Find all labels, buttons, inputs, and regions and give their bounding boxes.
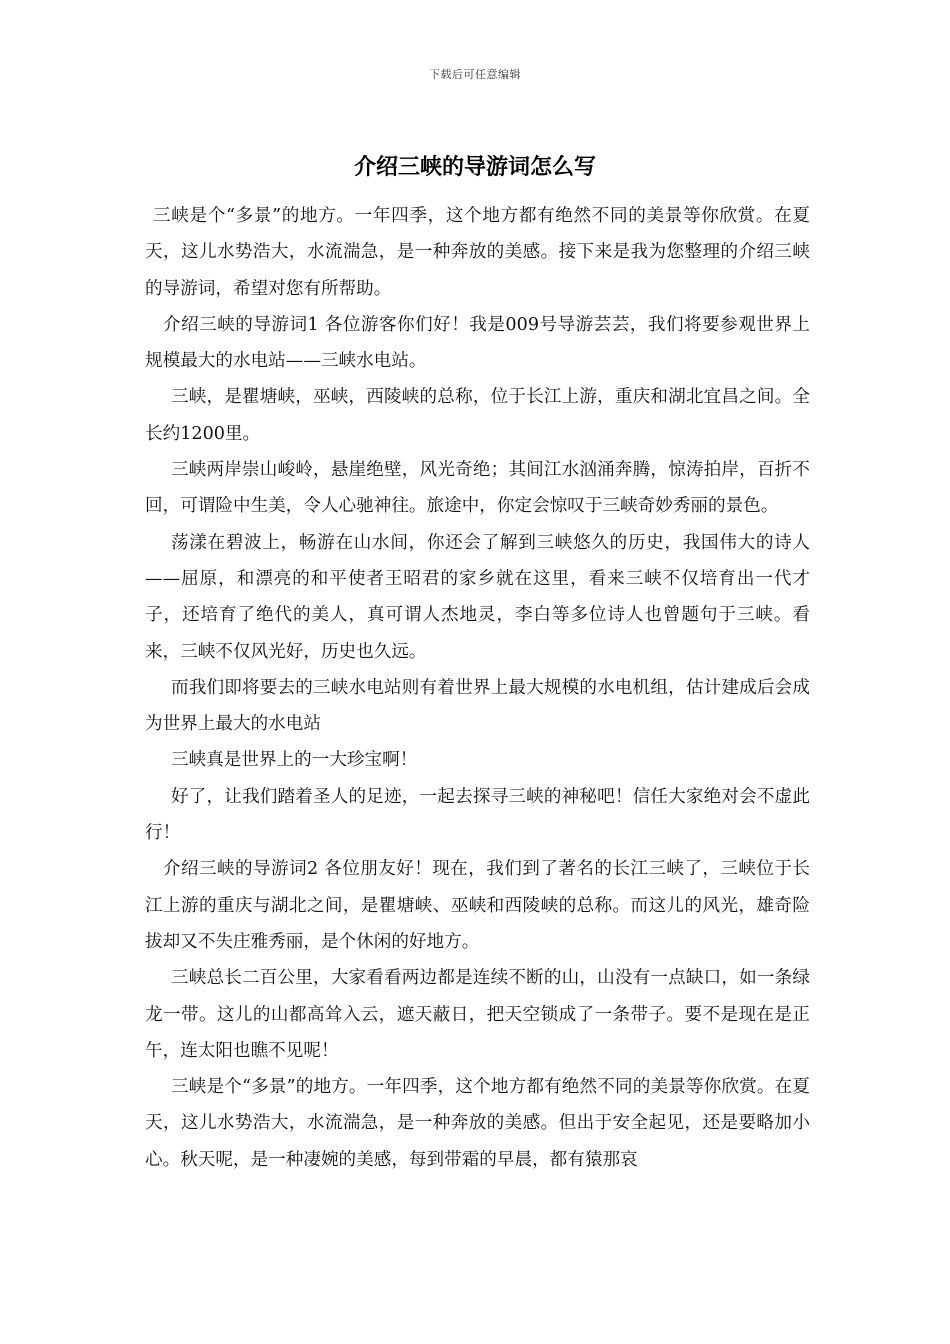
paragraph: 三峡是个“多景”的地方。一年四季，这个地方都有绝然不同的美景等你欣赏。在夏天，这儿水势浩大，水流湍急，是一种奔放的美感。但出于安全起见，还是要略加小心。秋天呢，是一种凄婉的美感，每到带霜的早晨，都有猿那哀 — [145, 1077, 810, 1170]
paragraph: 荡漾在碧波上，畅游在山水间，你还会了解到三峡悠久的历史，我国伟大的诗人——屈原，和漂亮的和平使者王昭君的家乡就在这里，看来三峡不仅培育出一代才子，还培育了绝代的美人，真可谓人杰地灵，李白等多位诗人也曾题句于三峡。看来，三峡不仅风光好，历史也久远。 — [145, 532, 810, 662]
paragraph: 而我们即将要去的三峡水电站则有着世界上最大规模的水电机组，估计建成后会成为世界上最大的水电站 — [145, 677, 810, 735]
paragraph: 三峡真是世界上的一大珍宝啊！ — [171, 750, 418, 771]
header-note: 下载后可任意编辑 — [429, 68, 521, 81]
paragraph: 好了，让我们踏着圣人的足迹，一起去探寻三峡的神秘吧！信任大家绝对会不虚此行！ — [145, 786, 810, 844]
paragraph: 三峡两岸崇山峻岭，悬崖绝壁，风光奇绝；其间江水汹涌奔腾，惊涛拍岸，百折不回，可谓险中生美，令人心驰神往。旅途中，你定会惊叹于三峡奇妙秀丽的景色。 — [145, 460, 810, 517]
document-body — [145, 198, 810, 1178]
paragraph: 三峡，是瞿塘峡，巫峡，西陵峡的总称，位于长江上游，重庆和湖北宜昌之间。全长约1200里。 — [145, 387, 810, 444]
paragraph: 三峡总长二百公里，大家看看两边都是连续不断的山，山没有一点缺口，如一条绿龙一带。这儿的山都高耸入云，遮天蔽日，把天空锁成了一条带子。要不是现在是正午，连太阳也瞧不见呢！ — [145, 968, 810, 1061]
paragraph-guide-2-opening: 介绍三峡的导游词2 各位朋友好！现在，我们到了著名的长江三峡了，三峡位于长江上游的重庆与湖北之间，是瞿塘峡、巫峡和西陵峡的总称。而这儿的风光，雄奇险拔却又不失庄雅秀丽，是个休闲的好地方。 — [145, 859, 810, 952]
paragraph-intro: 三峡是个“多景”的地方。一年四季，这个地方都有绝然不同的美景等你欣赏。在夏天，这儿水势浩大，水流湍急，是一种奔放的美感。接下来是我为您整理的介绍三峡的导游词，希望对您有所帮助。 — [145, 206, 810, 299]
paragraph-guide-1-opening: 介绍三峡的导游词1 各位游客你们好！我是009号导游芸芸，我们将要参观世界上规模最大的水电站——三峡水电站。 — [145, 314, 810, 372]
document-title: 介绍三峡的导游词怎么写 — [353, 154, 596, 180]
